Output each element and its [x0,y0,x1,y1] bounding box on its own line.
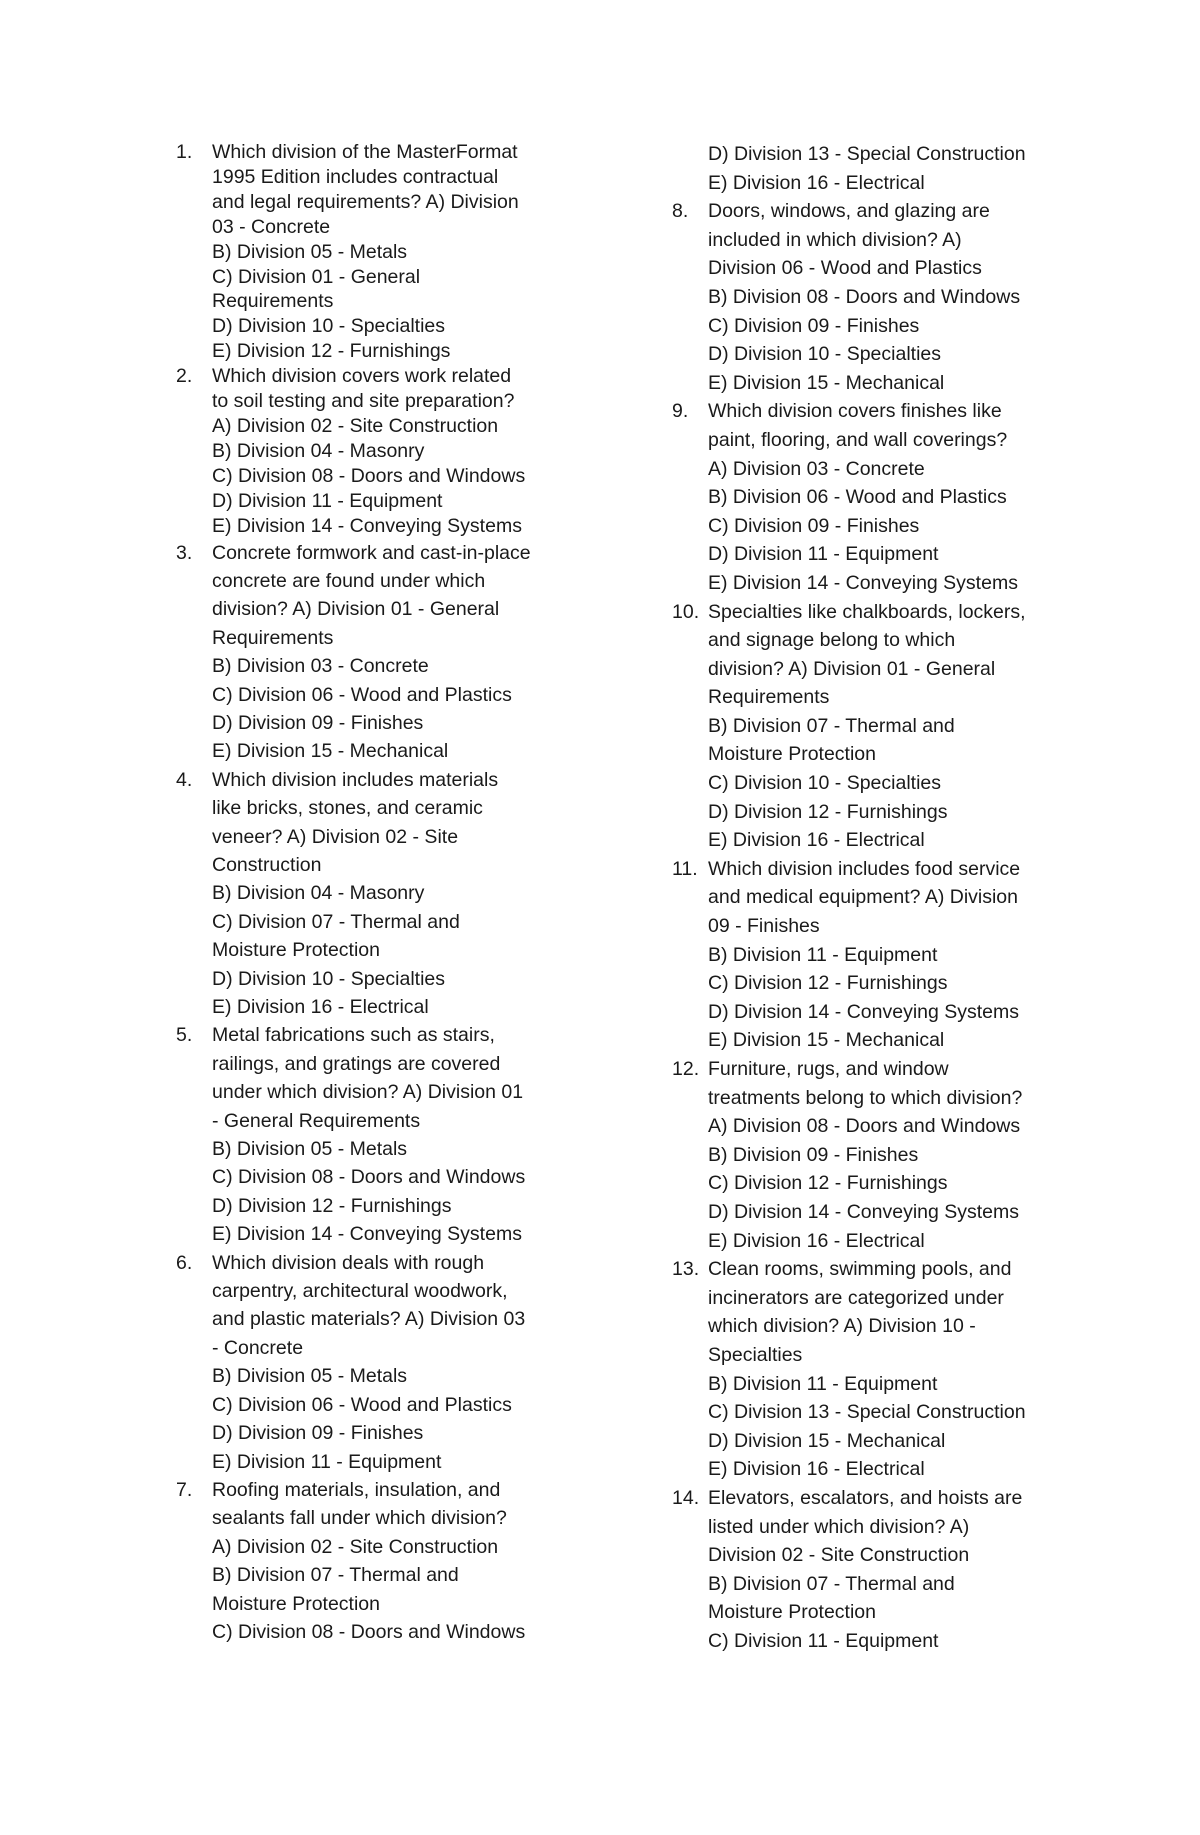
question-number: 8. [672,200,689,223]
question-line: D) Division 13 - Special Construction [708,143,1026,165]
question-item [672,1484,1072,1656]
question-number: 7. [176,1478,193,1501]
question-text: Roofing materials, insulation, and [212,1478,501,1501]
question-line: Construction [212,853,322,876]
question-number: 10. [672,600,700,623]
question-line: A) Division 03 - Concrete [708,457,925,480]
question-line: E) Division 16 - Electrical [708,1229,925,1252]
question-text: Which division includes materials [212,768,499,791]
question-item [176,539,576,766]
question-item [672,197,1072,397]
question-line: C) Division 12 - Furnishings [708,972,948,995]
question-line: listed under which division? A) [708,1515,970,1538]
question-line: and medical equipment? A) Division [708,886,1019,909]
question-line: under which division? A) Division 01 [212,1081,524,1104]
question-line: Requirements [708,686,830,709]
question-line: C) Division 09 - Finishes [708,314,920,337]
question-line: E) Division 16 - Electrical [212,996,429,1018]
question-line: E) Division 16 - Electrical [708,829,925,852]
question-line: B) Division 11 - Equipment [708,943,938,966]
question-line: B) Division 05 - Metals [212,1138,408,1161]
question-line: to soil testing and site preparation? [212,390,515,413]
question-line: 09 - Finishes [708,915,820,938]
question-line: incinerators are categorized under [708,1286,1004,1309]
question-line: veneer? A) Division 02 - Site [212,825,459,848]
question-number: 12. [672,1058,700,1080]
question-line: E) Division 15 - Mechanical [708,371,945,394]
right-column [672,140,1072,1655]
question-line: D) Division 12 - Furnishings [212,1194,452,1217]
question-line: A) Division 02 - Site Construction [212,1535,499,1558]
question-line: D) Division 12 - Furnishings [708,800,948,823]
question-line: D) Division 11 - Equipment [708,543,939,566]
question-text: Metal fabrications such as stairs, [212,1024,495,1047]
question-line: B) Division 04 - Masonry [212,882,425,905]
question-line: and signage belong to which [708,629,956,652]
question-line: railings, and gratings are covered [212,1052,501,1075]
question-number: 6. [176,1251,193,1274]
question-line: division? A) Division 01 - General [708,657,996,680]
question-line: A) Division 08 - Doors and Windows [708,1115,1021,1138]
question-text: Clean rooms, swimming pools, and [708,1258,1012,1281]
question-item [672,855,1072,1055]
question-line: 1995 Edition includes contractual [212,165,499,188]
question-item [672,598,1072,855]
question-number: 11. [672,857,698,880]
question-line: carpentry, architectural woodwork, [212,1280,508,1303]
question-item [176,140,576,364]
question-line: B) Division 03 - Concrete [212,655,429,678]
question-text: Doors, windows, and glazing are [708,200,990,223]
question-number: 3. [176,541,193,564]
question-line: D) Division 11 - Equipment [212,489,443,512]
question-line: C) Division 07 - Thermal and [212,910,460,933]
question-line: C) Division 13 - Special Construction [708,1401,1026,1424]
question-line: B) Division 08 - Doors and Windows [708,285,1021,308]
question-line: Division 02 - Site Construction [708,1544,970,1567]
question-text: Which division of the MasterFormat [212,141,518,163]
question-line: C) Division 01 - General [212,265,421,288]
question-line: - General Requirements [212,1109,421,1132]
question-line: C) Division 06 - Wood and Plastics [212,1393,512,1416]
question-line: Requirements [212,626,334,649]
question-line: division? A) Division 01 - General [212,598,500,621]
question-line: Division 06 - Wood and Plastics [708,257,982,280]
question-line: C) Division 08 - Doors and Windows [212,1166,526,1189]
question-line: D) Division 10 - Specialties [708,343,942,366]
question-line: C) Division 08 - Doors and Windows [212,1620,526,1643]
question-item [176,1476,576,1646]
question-number: 14. [672,1486,700,1509]
question-line: 03 - Concrete [212,215,331,238]
question-line: C) Division 12 - Furnishings [708,1172,948,1195]
question-line: C) Division 11 - Equipment [708,1629,939,1652]
question-line: C) Division 08 - Doors and Windows [212,464,526,487]
question-line: E) Division 15 - Mechanical [212,740,449,763]
question-item [176,1249,576,1476]
question-item [672,397,1072,597]
question-line: paint, flooring, and wall coverings? [708,428,1008,451]
question-number: 9. [672,400,689,423]
question-item [176,1021,576,1248]
question-line: which division? A) Division 10 - [708,1315,976,1338]
question-line: and plastic materials? A) Division 03 [212,1308,526,1331]
continuation-options [672,140,1072,197]
question-line: A) Division 02 - Site Construction [212,414,499,437]
question-line: included in which division? A) [708,228,962,251]
question-line: D) Division 14 - Conveying Systems [708,1000,1020,1023]
question-line: Specialties [708,1343,803,1366]
question-text: Elevators, escalators, and hoists are [708,1486,1023,1509]
question-line: E) Division 14 - Conveying Systems [212,514,522,537]
question-line: and legal requirements? A) Division [212,190,519,213]
question-line: D) Division 09 - Finishes [212,711,424,734]
question-line: Moisture Protection [212,1592,380,1615]
question-number: 13. [672,1258,700,1281]
question-line: B) Division 04 - Masonry [212,439,425,462]
question-line: E) Division 16 - Electrical [708,1458,925,1481]
question-line: Moisture Protection [708,1601,876,1624]
question-line: B) Division 07 - Thermal and [212,1564,459,1587]
question-text: Which division deals with rough [212,1251,485,1274]
question-text: Which division includes food service [708,857,1021,880]
question-number: 2. [176,365,193,388]
question-line: D) Division 15 - Mechanical [708,1429,946,1452]
question-text: Which division covers work related [212,365,512,388]
question-number: 1. [176,141,193,163]
question-text: Which division covers finishes like [708,400,1002,423]
question-line: B) Division 06 - Wood and Plastics [708,486,1007,509]
left-column [176,140,576,1646]
question-line: concrete are found under which [212,569,486,592]
question-line: B) Division 07 - Thermal and [708,714,955,737]
question-item [672,1255,1072,1484]
question-line: B) Division 05 - Metals [212,1365,408,1388]
question-text: Concrete formwork and cast-in-place [212,541,531,564]
question-line: - Concrete [212,1336,304,1359]
question-line: C) Division 10 - Specialties [708,772,942,795]
question-line: Moisture Protection [708,743,876,766]
question-line: D) Division 10 - Specialties [212,315,446,338]
question-line: D) Division 10 - Specialties [212,967,446,990]
question-line: E) Division 12 - Furnishings [212,340,451,363]
question-item [176,766,576,1022]
question-line: D) Division 09 - Finishes [212,1422,424,1445]
question-line: B) Division 05 - Metals [212,240,408,263]
question-number: 5. [176,1024,193,1047]
question-line: sealants fall under which division? [212,1507,507,1530]
question-line: E) Division 11 - Equipment [212,1450,442,1473]
question-item [176,364,576,538]
question-line: Requirements [212,290,334,313]
question-line: E) Division 16 - Electrical [708,171,925,194]
question-line: B) Division 07 - Thermal and [708,1572,955,1595]
question-line: E) Division 15 - Mechanical [708,1029,945,1052]
question-number: 4. [176,768,193,791]
question-line: Moisture Protection [212,939,380,962]
question-line: B) Division 09 - Finishes [708,1143,919,1166]
question-line: C) Division 06 - Wood and Plastics [212,683,512,706]
question-text: Furniture, rugs, and window [708,1058,949,1080]
question-line: D) Division 14 - Conveying Systems [708,1200,1020,1223]
question-line: C) Division 09 - Finishes [708,514,920,537]
question-line: B) Division 11 - Equipment [708,1372,938,1395]
question-line: E) Division 14 - Conveying Systems [212,1223,522,1246]
question-line: like bricks, stones, and ceramic [212,797,483,820]
question-line: treatments belong to which division? [708,1086,1023,1109]
question-text: Specialties like chalkboards, lockers, [708,600,1026,623]
question-item [672,1055,1072,1255]
question-line: E) Division 14 - Conveying Systems [708,571,1018,594]
